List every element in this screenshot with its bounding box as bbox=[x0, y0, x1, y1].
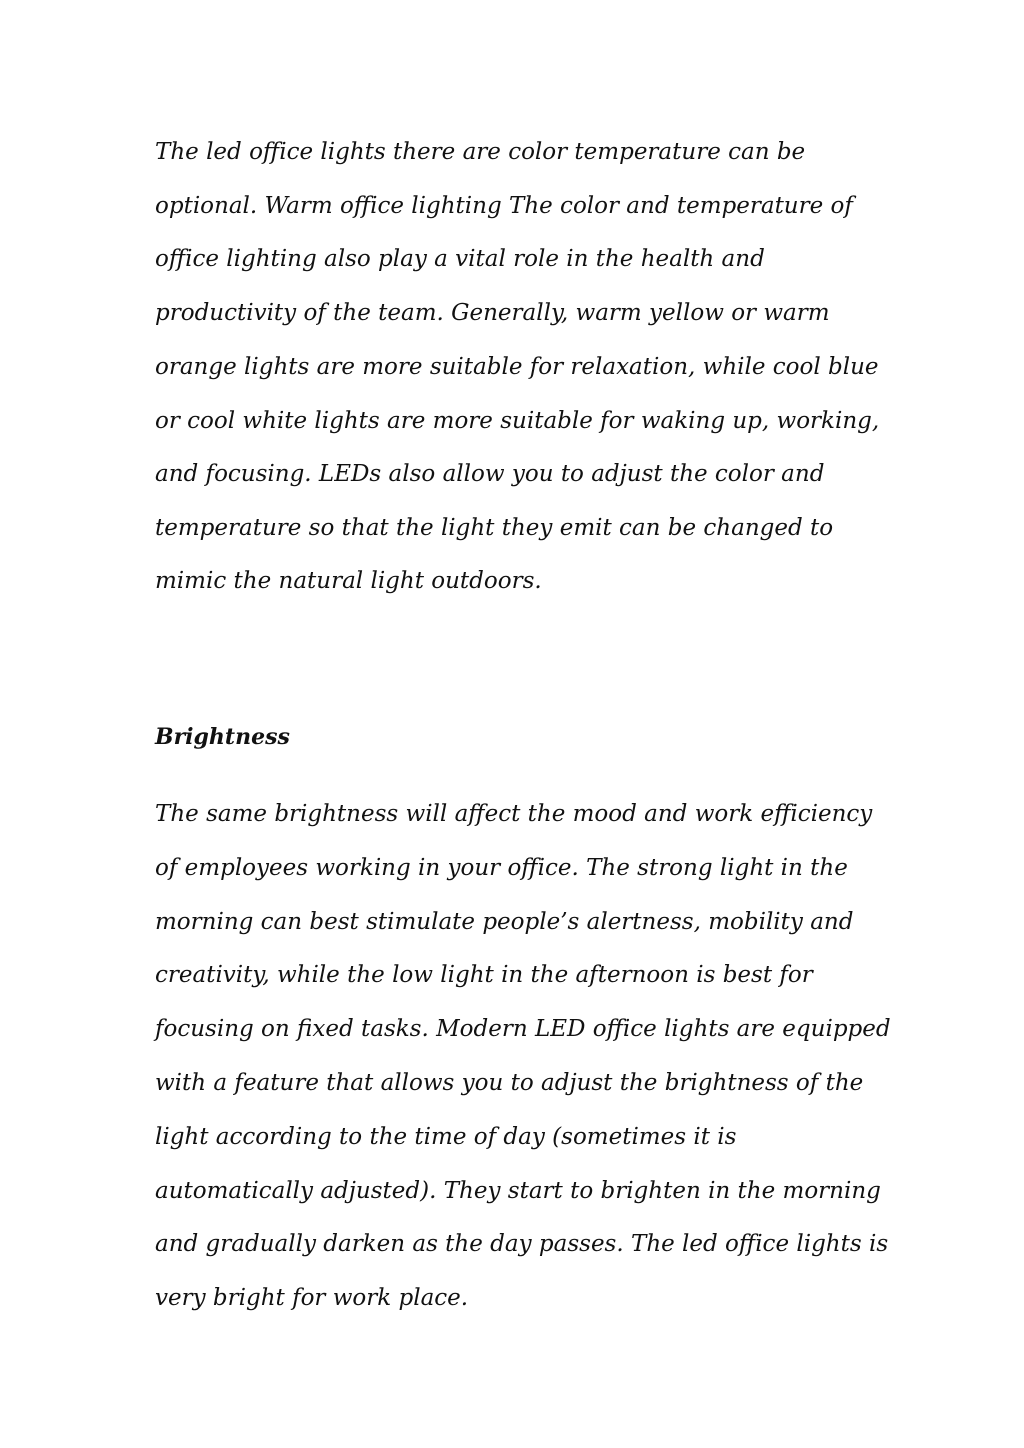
paragraph-line: focusing on fixed tasks. Modern LED office lights are equipped bbox=[155, 1016, 891, 1042]
paragraph-line: light according to the time of day (sometimes it is bbox=[155, 1124, 737, 1150]
paragraph-line: creativity, while the low light in the afternoon is best for bbox=[155, 962, 813, 988]
paragraph-line: very bright for work place. bbox=[155, 1285, 469, 1311]
paragraph-line: and gradually darken as the day passes. The led office lights is bbox=[155, 1231, 889, 1257]
paragraph-line: and focusing. LEDs also allow you to adjust the color and bbox=[155, 461, 825, 487]
paragraph-line: mimic the natural light outdoors. bbox=[155, 568, 542, 594]
paragraph-line: morning can best stimulate people’s alertness, mobility and bbox=[155, 909, 854, 935]
paragraph-line: optional. Warm office lighting The color and temperature of bbox=[155, 193, 853, 219]
paragraph-line: automatically adjusted). They start to brighten in the morning bbox=[155, 1178, 881, 1204]
paragraph-line: or cool white lights are more suitable for waking up, working, bbox=[155, 408, 880, 434]
paragraph-line: productivity of the team. Generally, warm yellow or warm bbox=[155, 300, 830, 326]
paragraph-line: The led office lights there are color temperature can be bbox=[155, 139, 806, 165]
paragraph-line: with a feature that allows you to adjust the brightness of the bbox=[155, 1070, 864, 1096]
paragraph-line: office lighting also play a vital role in the health and bbox=[155, 246, 765, 272]
paragraph-line: temperature so that the light they emit can be changed to bbox=[155, 515, 834, 541]
paragraph-line: of employees working in your office. The strong light in the bbox=[155, 855, 848, 881]
section-heading-brightness: Brightness bbox=[155, 724, 290, 750]
paragraph-line: orange lights are more suitable for relaxation, while cool blue bbox=[155, 354, 879, 380]
paragraph-line: The same brightness will affect the mood and work efficiency bbox=[155, 801, 873, 827]
